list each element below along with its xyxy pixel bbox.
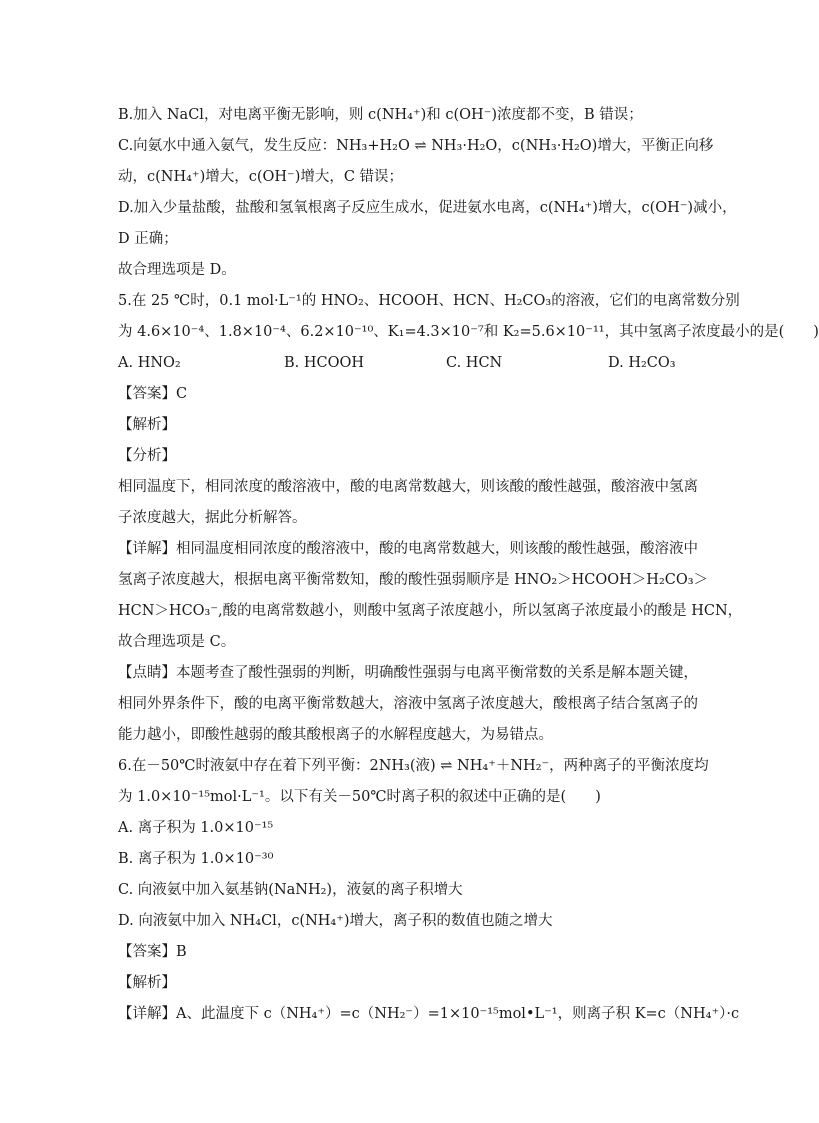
answer-label: 【答案】B [118,944,187,960]
text-line: 氢离子浓度越大，根据电离平衡常数知，酸的酸性强弱顺序是 HNO₂＞HCOOH＞H₂CO₃＞ [118,572,709,588]
option-a: A. 离子积为 1.0×10⁻¹⁵ [118,820,274,836]
question-6-stem: 为 1.0×10⁻¹⁵mol·L⁻¹。以下有关－50℃时离子积的叙述中正确的是( ) [118,789,601,805]
document-body [118,100,819,1030]
option-d: D. 向液氨中加入 NH₄Cl，c(NH₄⁺)增大，离子积的数值也随之增大 [118,913,553,929]
text-line: 故合理选项是 C。 [118,634,236,650]
text-line: 相同温度下，相同浓度的酸溶液中，酸的电离常数越大，则该酸的酸性越强，酸溶液中氢离 [118,479,698,495]
text-line: 【点睛】本题考查了酸性强弱的判断，明确酸性强弱与电离平衡常数的关系是解本题关键， [118,665,698,681]
question-5-stem: 5.在 25 ℃时，0.1 mol·L⁻¹的 HNO₂、HCOOH、HCN、H₂CO₃的溶液，它们的电离常数分别 [118,293,740,309]
text-line: 【详解】A、此温度下 c（NH₄⁺）=c（NH₂⁻）=1×10⁻¹⁵mol•L⁻¹，则离子积 K=c（NH₄⁺）·c [118,1006,740,1022]
text-line: 子浓度越大，据此分析解答。 [118,510,307,526]
text-line: C.向氨水中通入氨气，发生反应：NH₃+H₂O ⇌ NH₃·H₂O，c(NH₃·H₂O)增大，平衡正向移 [118,138,714,154]
question-5-options [118,348,688,379]
option-b: B. 离子积为 1.0×10⁻³⁰ [118,851,274,867]
option-d: D. H₂CO₃ [608,355,676,371]
text-line: B.加入 NaCl，对电离平衡无影响，则 c(NH₄⁺)和 c(OH⁻)浓度都不变，B 错误； [118,107,643,123]
question-6-stem: 6.在－50℃时液氨中存在着下列平衡：2NH₃(液) ⇌ NH₄⁺＋NH₂⁻，两种离子的平衡浓度均 [118,758,709,774]
option-b: B. HCOOH [284,355,365,371]
answer-label: 【答案】C [118,386,188,402]
text-line: 相同外界条件下，酸的电离平衡常数越大，溶液中氢离子浓度越大，酸根离子结合氢离子的 [118,696,698,712]
section-label: 【解析】 [118,417,176,433]
section-label: 【解析】 [118,975,176,991]
text-line: 动，c(NH₄⁺)增大，c(OH⁻)增大，C 错误； [118,169,404,185]
text-line: HCN＞HCO₃⁻,酸的电离常数越小，则酸中氢离子浓度越小，所以氢离子浓度最小的酸是 HCN， [118,603,743,619]
text-line: 故合理选项是 D。 [118,262,236,278]
option-c: C. 向液氨中加入氨基钠(NaNH₂)，液氨的离子积增大 [118,882,463,898]
text-line: 【详解】相同温度相同浓度的酸溶液中，酸的电离常数越大，则该酸的酸性越强，酸溶液中 [118,541,698,557]
option-a: A. HNO₂ [118,355,181,371]
text-line: 能力越小，即酸性越弱的酸其酸根离子的水解程度越大，为易错点。 [118,727,553,743]
question-5-stem: 为 4.6×10⁻⁴、1.8×10⁻⁴、6.2×10⁻¹⁰、K₁=4.3×10⁻⁷和 K₂=5.6×10⁻¹¹，其中氢离子浓度最小的是( ) [118,324,819,340]
text-line: D 正确； [118,231,178,247]
option-c: C. HCN [446,355,503,371]
section-label: 【分析】 [118,448,176,464]
text-line: D.加入少量盐酸，盐酸和氢氧根离子反应生成水，促进氨水电离，c(NH₄⁺)增大，c(OH⁻)减小， [118,200,737,216]
